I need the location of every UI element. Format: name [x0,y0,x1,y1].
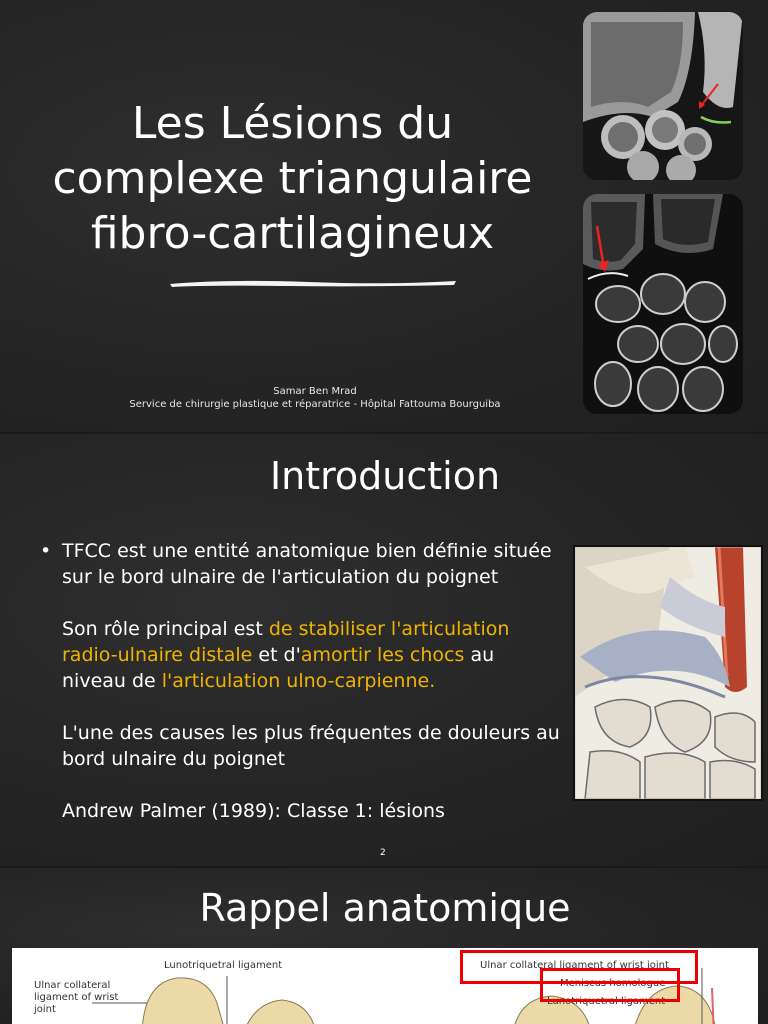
paragraph-definition: TFCC est une entité anatomique bien définie située sur le bord ulnaire de l'articulation du poignet [62,540,552,588]
highlight-amortir: amortir les chocs [300,644,465,666]
author-name: Samar Ben Mrad [273,386,357,397]
anatomy-diagram [12,948,758,1024]
mri-scan-image-coronal [583,194,743,414]
paragraph-role: Son rôle principal est de stabiliser l'articulation radio-ulnaire distale et d'amortir les chocs au niveau de l'articulation ulno-carpienne. [62,618,510,692]
ct-scan-image-coronal [583,12,743,180]
highlight-ulno-carpienne: l'articulation ulno-carpienne. [161,670,436,692]
label-lunotriquetral-right: Lunotriquetral ligament [547,996,666,1007]
introduction-slide [0,434,768,866]
annotation-box-meniscus [540,968,680,1002]
wrist-anatomy-illustration [573,545,763,801]
author-block [90,385,540,411]
page-number: 2 [380,848,386,858]
paragraph-causes: L'une des causes les plus fréquentes de douleurs au bord ulnaire du poignet [62,722,560,770]
author-affiliation: Service de chirurgie plastique et réparatrice - Hôpital Fattouma Bourguiba [129,399,501,410]
label-ulnar-collateral-right: Ulnar collateral ligament of wrist joint [480,960,669,971]
bullet-item [40,538,560,850]
label-meniscus-homologue: Meniscus homologue [560,978,666,989]
slide-title: Introduction [269,454,501,498]
brush-stroke-divider [168,276,458,290]
label-lunotriquetral-ligament: Lunotriquetral ligament [164,960,283,971]
label-ulnar-collateral-ligament: Ulnar collateral ligament of wrist joint [34,980,119,1015]
slide-title: Les Lésions du complexe triangulaire fibro-cartilagineux [52,98,533,259]
highlight-stabiliser: de stabiliser l'articulation radio-ulnaire distale [62,618,510,666]
anatomy-slide [0,868,768,1024]
slide-title: Rappel anatomique [199,886,571,930]
bullet-content [40,538,560,850]
title-slide [0,0,768,432]
bullet-dot: • [40,540,52,562]
paragraph-palmer: Andrew Palmer (1989): Classe 1: lésions [62,800,445,822]
